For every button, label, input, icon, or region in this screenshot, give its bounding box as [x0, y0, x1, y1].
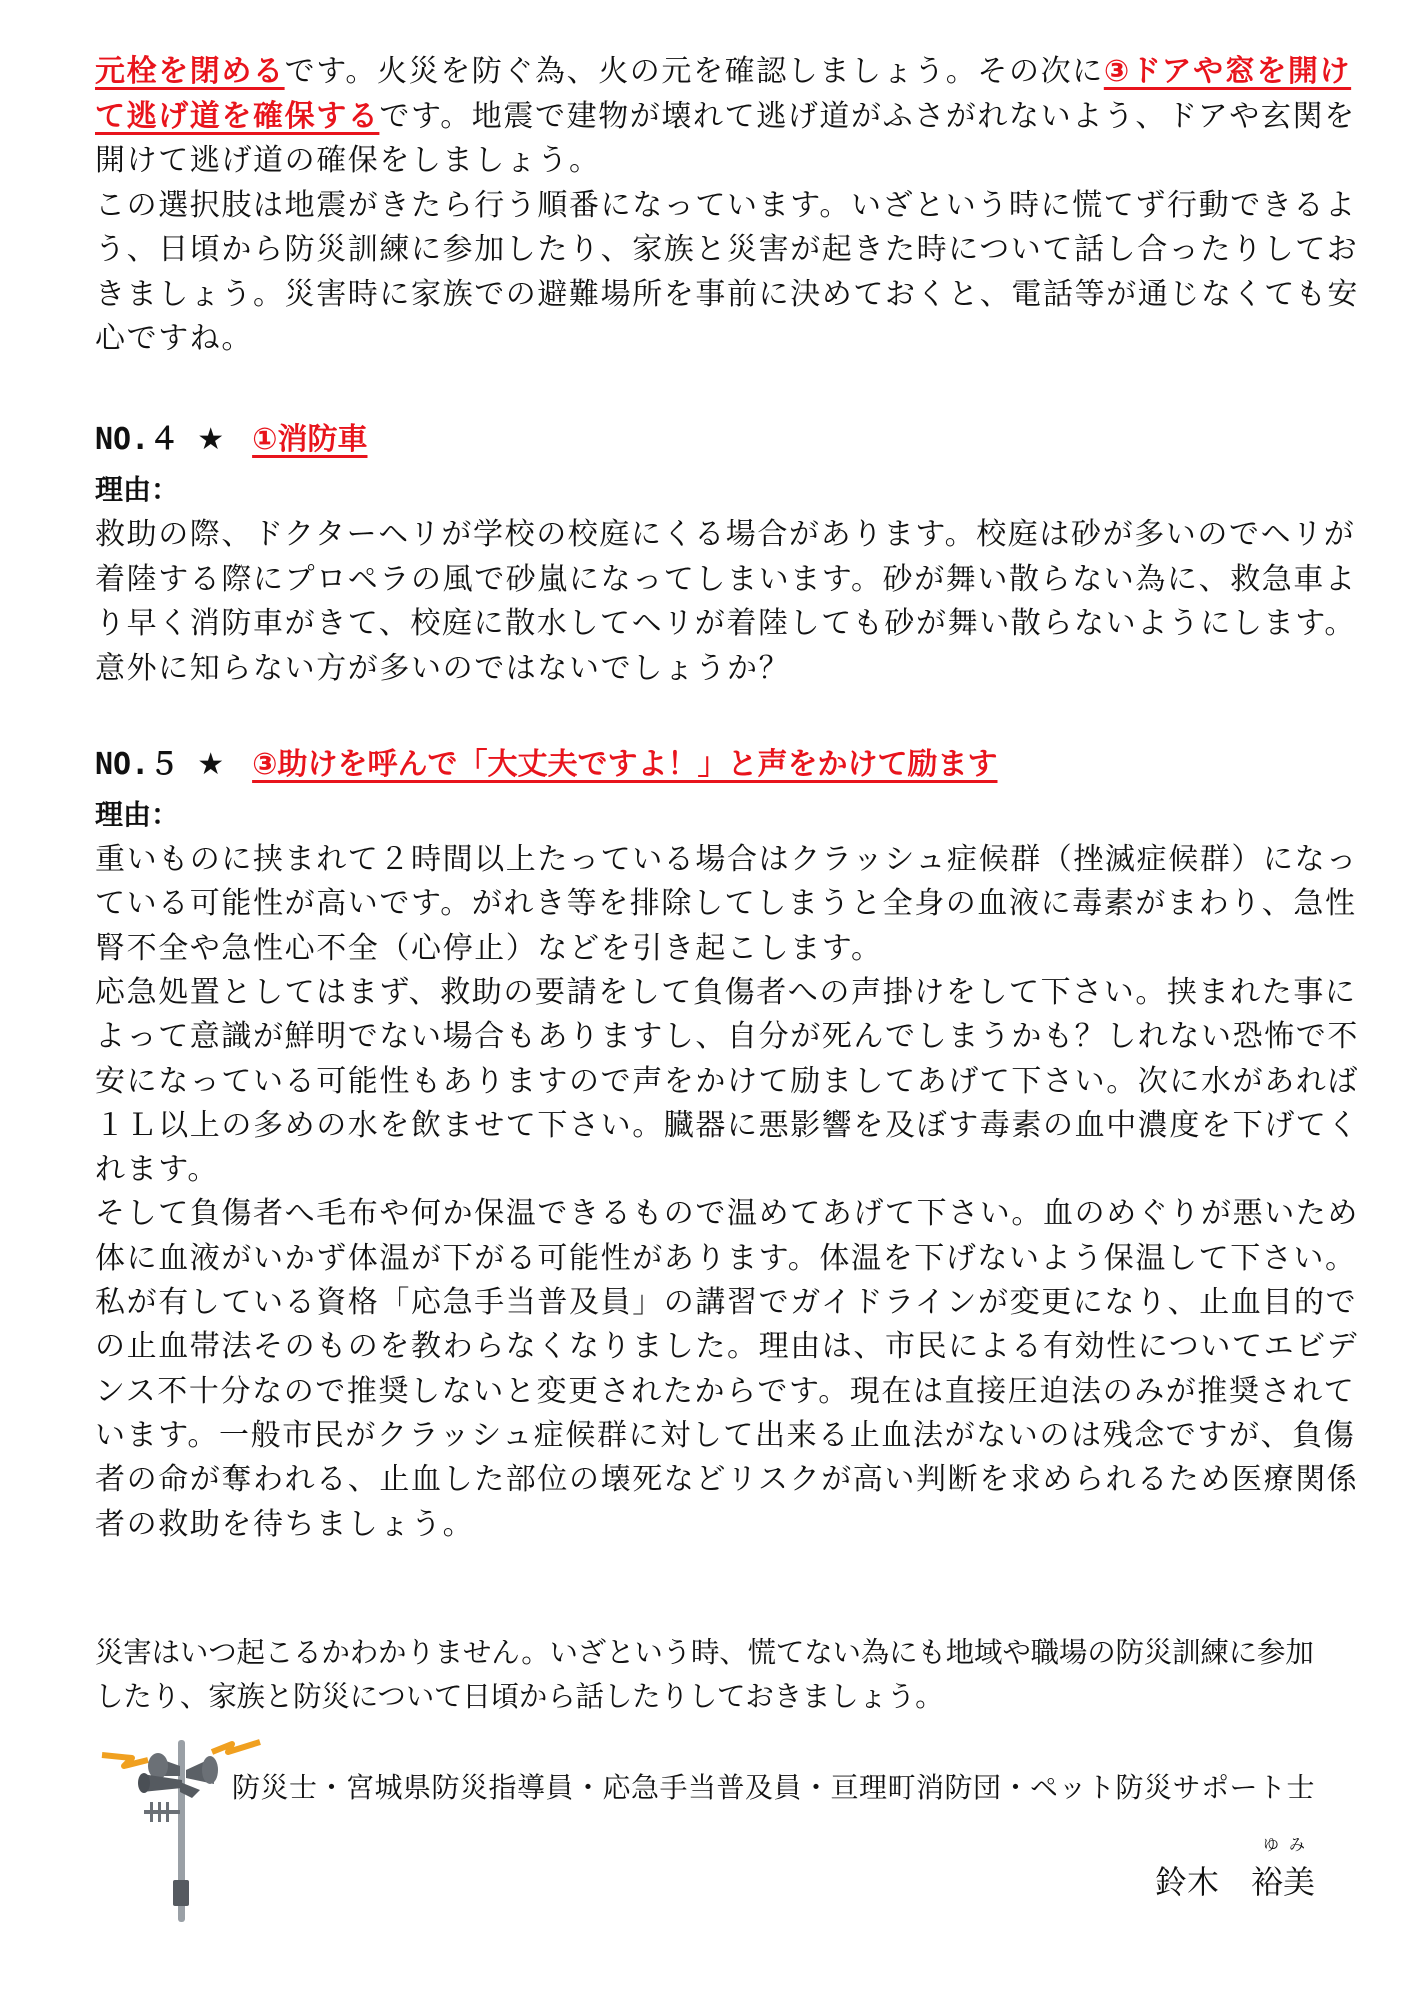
text-line — [95, 275, 1359, 315]
text-line — [95, 1505, 474, 1545]
text-span: 救助の際、ドクターヘリが学校の校庭にくる場合があります。校庭は砂が多いのでヘリが — [95, 517, 1356, 552]
text-line — [95, 141, 601, 181]
text-line — [95, 840, 1358, 880]
star-icon: ★ — [197, 747, 225, 782]
text-span: う、日頃から防災訓練に参加したり、家族と災害が起きた時について話し合ったりしてお — [95, 232, 1359, 267]
text-span: １Ｌ以上の多めの水を飲ませて下さい。臓器に悪影響を及ぼす毒素の血中濃度を下げてく — [95, 1107, 1359, 1143]
text-span: よって意識が鮮明でない場合もありますし、自分が死んでしまうかも？しれない恐怖で不 — [95, 1019, 1359, 1055]
q4-heading — [95, 420, 368, 460]
text-span: ンス不十分なので推奨しないと変更されたからです。現在は直接圧迫法のみが推奨されて — [95, 1373, 1356, 1409]
text-span: この選択肢は地震がきたら行う順番になっています。いざという時に慌てず行動できるよ — [95, 187, 1357, 223]
text-line — [95, 186, 1357, 226]
q5-number: NO.５ — [95, 747, 180, 782]
text-line — [95, 1017, 1359, 1057]
name-ruby: ゆみ — [1262, 1835, 1315, 1854]
text-line — [95, 1106, 1359, 1146]
q4-reason-label: 理由： — [95, 473, 180, 506]
siren-loudspeaker-pole-icon — [100, 1730, 270, 1930]
text-line — [95, 560, 1357, 600]
text-span: 心ですね。 — [95, 321, 253, 356]
text-line — [95, 929, 883, 969]
text-line — [95, 1460, 1358, 1500]
text-span: きましょう。災害時に家族での避難場所を事前に決めておくと、電話等が通じなくても安 — [95, 276, 1359, 312]
q4-answer: ①消防車 — [252, 422, 368, 457]
text-line — [95, 973, 1357, 1013]
highlighted-answer: て逃げ道を確保する — [95, 98, 380, 134]
signature-name: 鈴木 裕美 — [1154, 1863, 1315, 1901]
text-line — [95, 604, 1356, 644]
q5-answer: ③助けを呼んで「大丈夫ですよ！」と声をかけて励ます — [252, 747, 998, 782]
text-span: です。地震で建物が壊れて逃げ道がふさがれないよう、ドアや玄関を — [379, 98, 1356, 134]
text-line — [95, 1150, 219, 1190]
text-span: したり、家族と防災について日頃から話したりしておきましょう。 — [95, 1680, 944, 1713]
q5-reason-label: 理由： — [95, 798, 180, 831]
text-span: 腎不全や急性心不全（心停止）などを引き起こします。 — [95, 930, 883, 966]
text-span: です。火災を防ぐ為、火の元を確認しましょう。その次に — [284, 54, 1104, 89]
text-span: 安になっている可能性もありますので声をかけて励ましてあげて下さい。次に水があれば — [95, 1063, 1359, 1099]
highlighted-answer: ③ドアや窓を開け — [1103, 54, 1352, 89]
signature-titles: 防災士・宮城県防災指導員・応急手当普及員・亘理町消防団・ペット防災サポート士 — [231, 1771, 1315, 1804]
text-line — [95, 884, 1357, 924]
text-line — [95, 649, 790, 689]
text-line — [95, 52, 1351, 92]
highlighted-answer: 元栓を閉める — [95, 54, 285, 89]
text-line — [95, 319, 253, 359]
text-span: 者の救助を待ちましょう。 — [95, 1506, 475, 1542]
star-icon: ★ — [197, 422, 225, 457]
text-span: 着陸する際にプロペラの風で砂嵐になってしまいます。砂が舞い散らない為に、救急車よ — [95, 561, 1357, 597]
text-line — [95, 230, 1358, 270]
text-span: の止血帯法そのものを教わらなくなりました。理由は、市民による有効性についてエビデ — [95, 1329, 1359, 1365]
q4-number: NO.４ — [95, 422, 180, 457]
text-line — [95, 1239, 1357, 1279]
text-span: り早く消防車がきて、校庭に散水してヘリが着陸しても砂が舞い散らないようにします。 — [95, 606, 1356, 641]
text-span: 重いものに挟まれて２時間以上たっている場合はクラッシュ症候群（挫滅症候群）になっ — [95, 842, 1358, 877]
text-span: ている可能性が高いです。がれき等を排除してしまうと全身の血液に毒素がまわり、急性 — [95, 886, 1357, 922]
text-span: 災害はいつ起こるかわかりません。いざという時、慌てない為にも地域や職場の防災訓練に参加 — [95, 1636, 1314, 1669]
q5-heading — [95, 745, 998, 785]
text-span: れます。 — [95, 1152, 219, 1188]
text-line — [95, 1062, 1359, 1102]
text-span: 私が有している資格「応急手当普及員」の講習でガイドラインが変更になり、止血目的で — [95, 1285, 1358, 1320]
text-span: 意外に知らない方が多いのではないでしょうか？ — [95, 650, 791, 686]
text-line — [95, 1327, 1358, 1367]
text-span: 応急処置としてはまず、救助の要請をして負傷者への声掛けをして下さい。挟まれた事に — [95, 974, 1357, 1010]
text-line — [95, 1283, 1357, 1323]
text-line — [95, 1633, 1314, 1673]
text-line — [95, 1372, 1355, 1412]
text-line — [95, 1194, 1359, 1234]
text-line — [95, 515, 1355, 555]
text-span: 者の命が奪われる、止血した部位の壊死などリスクが高い判断を求められるため医療関係 — [95, 1462, 1359, 1498]
text-line — [95, 1677, 943, 1717]
text-line — [95, 97, 1356, 137]
text-span: そして負傷者へ毛布や何か保温できるもので温めてあげて下さい。血のめぐりが悪いため — [95, 1196, 1359, 1232]
text-span: 体に血液がいかず体温が下がる可能性があります。体温を下げないよう保温して下さい。 — [95, 1240, 1357, 1276]
text-line — [95, 1416, 1355, 1456]
text-span: 開けて逃げ道の確保をしましょう。 — [95, 143, 601, 178]
text-span: います。一般市民がクラッシュ症候群に対して出来る止血法がないのは残念ですが、負傷 — [95, 1417, 1356, 1453]
